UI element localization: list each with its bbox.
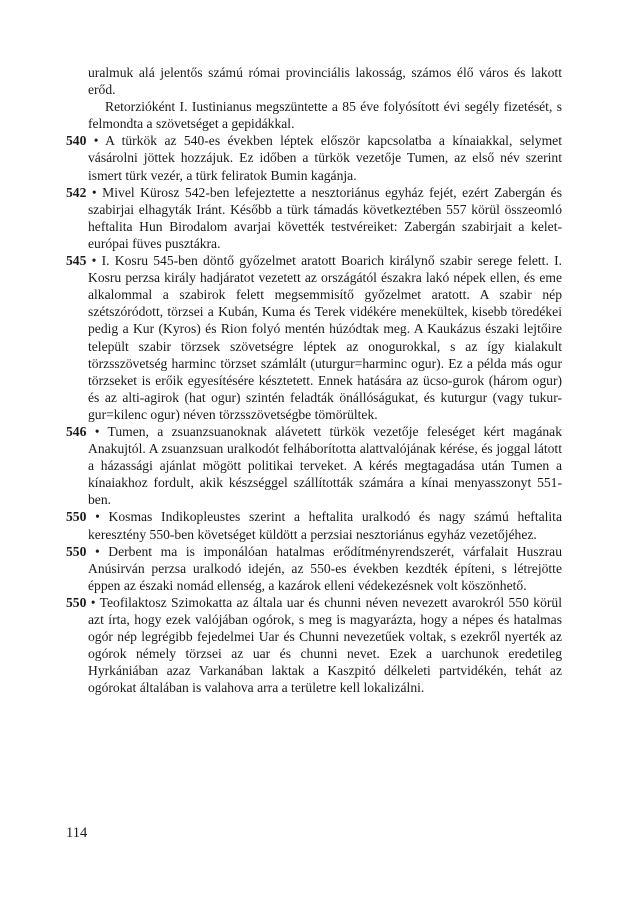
- text-block: [66, 64, 562, 696]
- page-number: 114: [66, 825, 88, 841]
- continuation-paragraph: uralmuk alá jelentős számú római provinciális lakosság, számos élő város és lakott erőd.: [88, 65, 562, 98]
- entry-text: • Derbent ma is imponálóan hatalmas erődítményrendszerét, várfalait Huszrau Anúsirván perzsa uralkodó idején, az 550-es években kezdték építeni, s létrejötte éppen az északi nomád ellenség, a kazárok elleni védekezésnek volt köszönhető.: [88, 543, 562, 593]
- entry-year: 550: [66, 594, 87, 610]
- entry-text: • Teofilaktosz Szimokatta az általa uar és chunni néven nevezett avarokról 550 körül azt írta, hogy ezek valójában ogórok, s meg is magyarázta, hogy a népes és hatalmas ogór nép legrégibb fejedelmei Uar és Chunni nevezetűek voltak, s ezekről nyerték az ogórok némely törzsei az uar és chunni nevet. Ezek a uarchunok eredetileg Hyrkániában azaz Varkanában laktak a Kaszpitó délkeleti partvidékén, tehát az ogórokat általában is valahova arra a területre kell lokalizálni.: [88, 594, 562, 696]
- entry-text: • Mivel Kürosz 542-ben lefejeztette a nesztoriánus egyház fejét, ezért Zabergán és szabirjai elhagyták Iránt. Később a türk támadás következtében 557 körül összeomló heftalita Hun Birodalom avarjai követték testvéreiket: Zabergán szabirjait a kelet-európai füves pusztákra.: [88, 184, 562, 251]
- chronology-entry-546: [66, 423, 562, 508]
- entry-text: • Kosmas Indikopleustes szerint a heftalita uralkodó és nagy számú heftalita keresztény 550-ben követséget küldött a perzsiai nesztoriánus egyház vezetőjéhez.: [88, 509, 562, 542]
- entry-year: 550: [66, 543, 87, 559]
- chronology-entry-550-b: [66, 543, 562, 594]
- chronology-entry-545: [66, 252, 562, 423]
- entry-year: 546: [66, 423, 87, 439]
- chronology-entry-540: [66, 132, 562, 183]
- entry-year: 550: [66, 509, 87, 525]
- entry-year: 540: [66, 133, 87, 149]
- chronology-entry-542: [66, 184, 562, 252]
- entry-text: • Tumen, a zsuanzsuanoknak alávetett türkök vezetője feleséget kért magának Anakujtól. A zsuanzsuan uralkodót felháborította alattvalójának kérése, és joggal látott a házassági ajánlat mögött politikai terveket. A kérés megtagadása után Tumen a kínaiakhoz fordult, akik készséggel szállították számára a kínai menyasszonyt 551-ben.: [88, 423, 562, 508]
- indented-paragraph: Retorzióként I. Iustinianus megszüntette a 85 éve folyósított évi segély fizetését, s felmondta a szövetséget a gepidákkal.: [88, 99, 562, 132]
- entry-text: • I. Kosru 545-ben döntő győzelmet aratott Boarich királynő szabir serege felett. I. Kosru perzsa király hadjáratot vezetett az országától északra lakó népek ellen, és eme alkalommal a szabirok felett megsemmisítő győzelmet aratott. A szabir nép szétszóródott, törzsei a Kubán, Kuma és Terek vidékére menekültek, kisebb töredékei pedig a Kur (Kyros) és Rion folyó mentén húzódtak meg. A Kaukázus északi lejtőire települt szabir törzsek szövetségre léptek az onogurokkal, s az így kialakult törzsszövetség harminc törzset számlált (uturgur=harminc ogur). Ez a példa más ogur törzseket is erőik egyesítésére késztetett. Ennek hatására az ücso-gurok (három ogur) és az alti-agirok (hat ogur) szintén feladták önállóságukat, és kuturgur (vagy tukur-gur=kilenc ogur) néven törzsszövetségbe tömörültek.: [88, 253, 563, 422]
- entry-text: • A türkök az 540-es években léptek először kapcsolatba a kínaiakkal, selymet vásárolni jöttek hozzájuk. Ez időben a türkök vezetője Tumen, az első név szerint ismert türk vezér, a türk feliratok Bumin kagánja.: [88, 133, 562, 183]
- entry-year: 545: [66, 253, 87, 269]
- chronology-entry-550-c: [66, 594, 562, 697]
- entry-year: 542: [66, 184, 87, 200]
- chronology-entry-550-a: [66, 508, 562, 542]
